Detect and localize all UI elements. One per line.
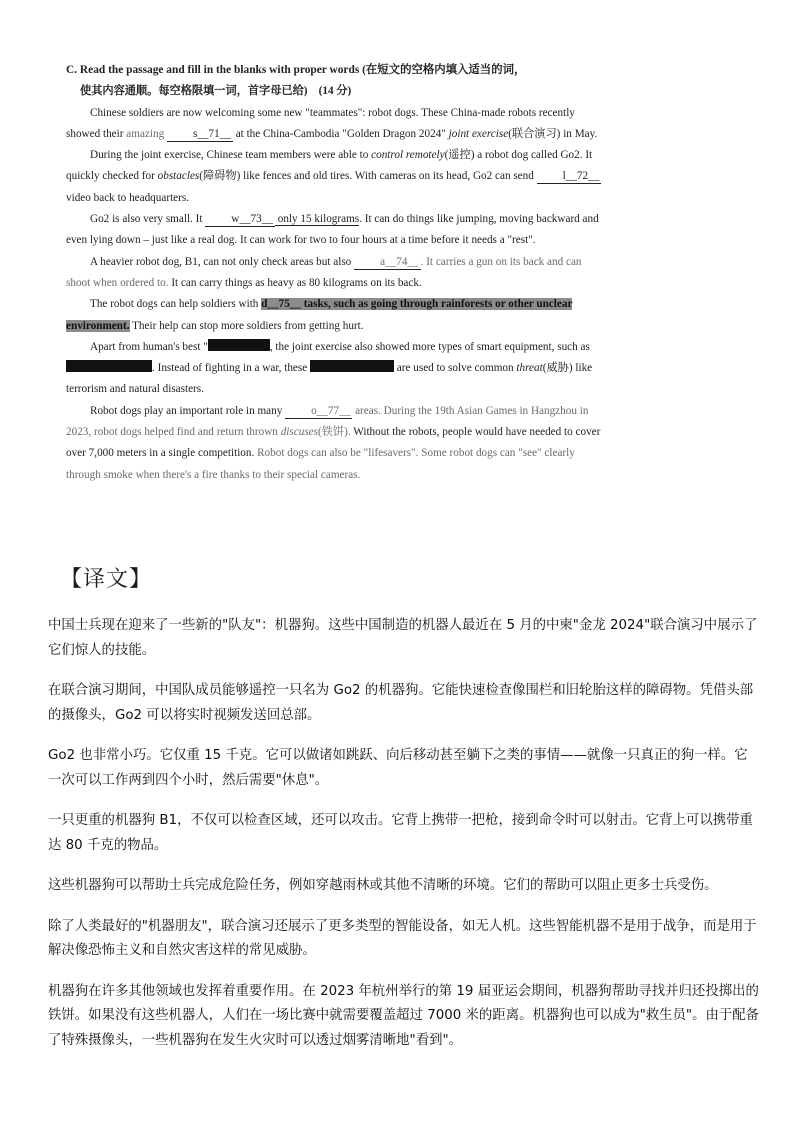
passage-paragraph-6 <box>66 337 606 401</box>
p7-text-b: Without the robots, people would have needed to cover over 7,000 meters in a single competition. <box>66 426 601 460</box>
p7-italic: discuses <box>280 426 318 439</box>
p1-text: Chinese soldiers are now welcoming some new "teammates": robot dogs. These China-made robots recently showed their <box>66 106 575 140</box>
translation-body <box>48 614 760 1069</box>
translation-paragraph: 一只更重的机器狗 B1，不仅可以检查区域，还可以攻击。它背上携带一把枪，接到命令时可以射击。它背上可以携带重达 80 千克的物品。 <box>48 813 753 853</box>
p3-underlined: only 15 kilograms <box>274 213 360 226</box>
p6-text-e: (威胁) like terrorism and natural disasters. <box>66 362 593 396</box>
p6-text-b: , the joint exercise also showed more types of smart equipment, such as <box>269 340 590 353</box>
p6-text-c: . Instead of fighting in a war, these <box>152 362 310 375</box>
p4-faded: . It carries a gun on its back and can shoot when ordered to. <box>66 255 582 289</box>
p7-faded-2: (铁饼). <box>318 426 351 439</box>
p3-text: Go2 is also very small. It <box>90 213 206 226</box>
p2-italic-1: control remotely <box>371 149 445 162</box>
blank-71: s__71__ <box>167 127 233 142</box>
p2-text-b: (遥控) a robot dog called Go2. It quickly checked for <box>66 149 593 183</box>
p4-text-b: It can carry things as heavy as 80 kilograms on its back. <box>168 276 422 289</box>
translation-paragraph: 除了人类最好的"机器朋友"，联合演习还展示了更多类型的智能设备，如无人机。这些智能机器不是用于战争，而是用于解决像恐怖主义和自然灾害这样的常见威胁。 <box>48 918 757 958</box>
translation-paragraph: 机器狗在许多其他领域也发挥着重要作用。在 2023 年杭州举行的第 19 届亚运会期间，机器狗帮助寻找并归还投掷出的铁饼。如果没有这些机器人，人们在一场比赛中就需要覆盖超过 7000 米的距离。机器狗也可以成为"救生员"。由于配备了特殊摄像头，一些机器狗在发生火灾时可以透过烟雾清晰地"看到"。 <box>48 983 760 1048</box>
p2-italic-2: obstacles <box>157 170 200 183</box>
p3-text-c: . It can do things like jumping, moving backward and even lying down – just like a real dog. It can work for two to four hours at a time before it needs a "rest". <box>66 213 599 247</box>
passage-paragraph-5 <box>66 294 606 337</box>
scanned-passage <box>66 60 606 486</box>
task-instructions: 使其内容通顺。每空格限填一词，首字母已给) (14 分) <box>80 85 352 98</box>
translation-paragraph: 这些机器狗可以帮助士兵完成危险任务，例如穿越雨林或其他不清晰的环境。它们的帮助可以阻止更多士兵受伤。 <box>48 878 718 893</box>
p4-text: A heavier robot dog, B1, can not only check areas but also <box>90 255 355 268</box>
passage-paragraph-3 <box>66 209 606 252</box>
passage-paragraph-2 <box>66 145 606 209</box>
p6-italic: threat <box>516 362 543 375</box>
p5-text: The robot dogs can help soldiers with <box>90 298 262 311</box>
blank-74: a__74__ <box>354 255 421 270</box>
redaction-block <box>66 360 152 372</box>
p7-text: Robot dogs play an important role in many <box>90 404 286 417</box>
highlighted-blank-75: d__75__ tasks, such as going through rainforests or other unclear environment. <box>66 298 573 332</box>
p2-text-d: video back to headquarters. <box>66 191 190 204</box>
blank-72: l__72__ <box>537 169 602 184</box>
passage-paragraph-4 <box>66 252 606 295</box>
translation-paragraph: 中国士兵现在迎来了一些新的"队友"：机器狗。这些中国制造的机器人最近在 5 月的中柬"金龙 2024"联合演习中展示了它们惊人的技能。 <box>48 618 758 658</box>
passage-paragraph-7 <box>66 401 606 486</box>
p7-faded: areas. During the 19th Asian Games in Hangzhou in 2023, robot dogs helped find and return thrown <box>66 404 589 439</box>
task-heading: C. Read the passage and fill in the blanks with proper words (在短文的空格内填入适当的词， <box>66 64 526 76</box>
p7-faded-3: Robot dogs can also be "lifesavers". Some robot dogs can "see" clearly through smoke when there's a fire thanks to their special cameras. <box>66 447 575 481</box>
p1-italic: joint exercise <box>448 127 509 140</box>
blank-73: w__73__ <box>205 212 275 227</box>
redaction-block <box>208 339 270 351</box>
blank-77: o__77__ <box>285 404 352 419</box>
p6-text: Apart from human's best " <box>90 340 208 353</box>
p1-text-b: at the China-Cambodia "Golden Dragon 2024" <box>232 127 449 140</box>
p1-faded: amazing <box>126 127 167 140</box>
p6-text-d: are used to solve common <box>394 362 517 375</box>
translation-title: 【译文】 <box>60 567 153 592</box>
p2-text-c: (障碍物) like fences and old tires. With cameras on its head, Go2 can send <box>199 170 537 183</box>
p5-text-b: Their help can stop more soldiers from getting hurt. <box>129 319 364 332</box>
p1-text-c: (联合演习) in May. <box>508 127 598 140</box>
translation-paragraph: 在联合演习期间，中国队成员能够遥控一只名为 Go2 的机器狗。它能快速检查像围栏和旧轮胎这样的障碍物。凭借头部的摄像头，Go2 可以将实时视频发送回总部。 <box>48 683 754 723</box>
redaction-block <box>310 360 394 372</box>
translation-paragraph: Go2 也非常小巧。它仅重 15 千克。它可以做诸如跳跃、向后移动甚至躺下之类的事情——就像一只真正的狗一样。它一次可以工作两到四个小时，然后需要"休息"。 <box>48 748 748 788</box>
p2-text: During the joint exercise, Chinese team members were able to <box>90 149 372 162</box>
passage-paragraph-1 <box>66 103 606 146</box>
